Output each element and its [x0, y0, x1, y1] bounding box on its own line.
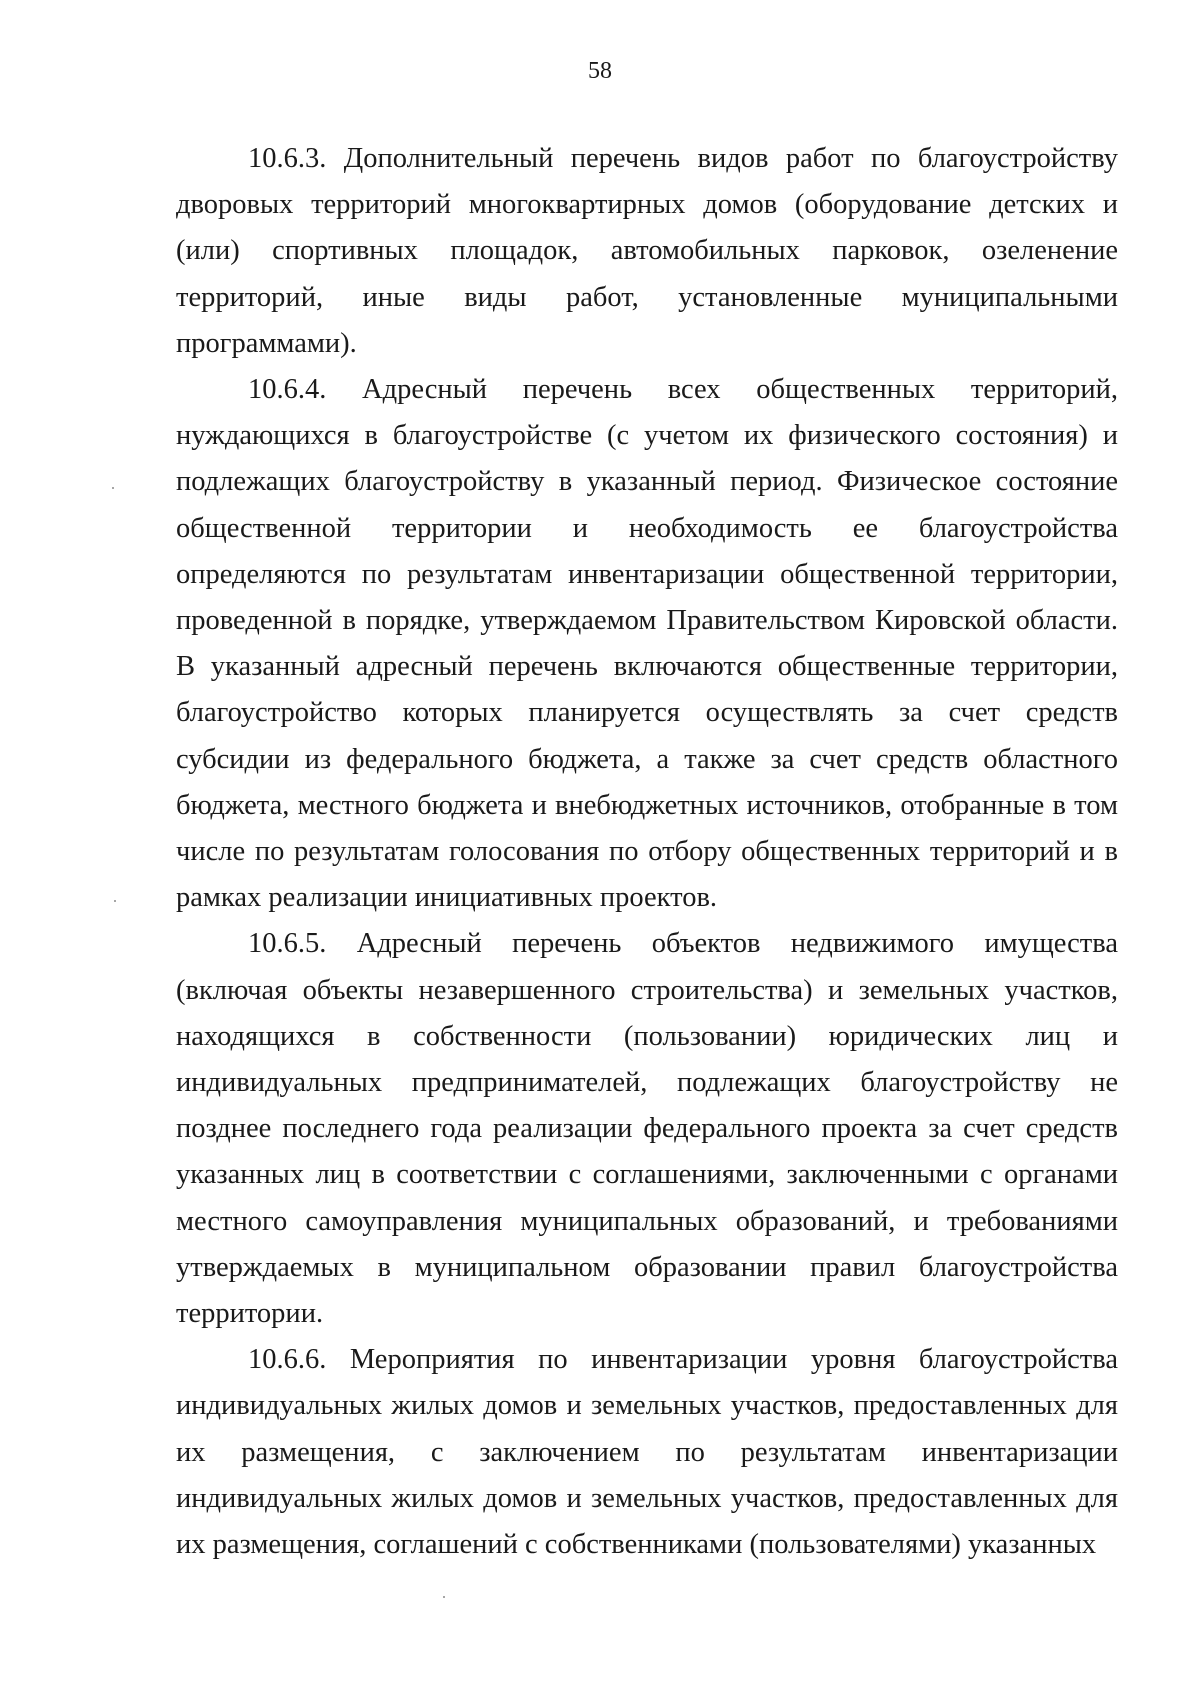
document-body	[176, 136, 1118, 1568]
paragraph-10-6-5: 10.6.5. Адресный перечень объектов недвижимого имущества (включая объекты незавершенного строительства) и земельных участков, находящихся в собственности (пользовании) юридических лиц и индивидуальных предпринимателей, подлежащих благоустройству не позднее последнего года реализации федерального проекта за счет средств указанных лиц в соответствии с соглашениями, заключенными с органами местного самоуправления муниципальных образований, и требованиями утверждаемых в муниципальном образовании правил благоустройства территории.	[176, 928, 1118, 1330]
paragraph-10-6-4: 10.6.4. Адресный перечень всех общественных территорий, нуждающихся в благоустройстве (с учетом их физического состояния) и подлежащих благоустройству в указанный период. Физическое состояние общественной территории и необходимость ее благоустройства определяются по результатам инвентаризации общественной территории, проведенной в порядке, утверждаемом Правительством Кировской области. В указанный адресный перечень включаются общественные территории, благоустройство которых планируется осуществлять за счет средств субсидии из федерального бюджета, а также за счет средств областного бюджета, местного бюджета и внебюджетных источников, отобранные в том числе по результатам голосования по отбору общественных территорий и в рамках реализации инициативных проектов.	[176, 374, 1118, 914]
scan-speck	[114, 900, 116, 902]
scan-speck	[443, 1596, 445, 1598]
paragraph-10-6-3: 10.6.3. Дополнительный перечень видов работ по благоустройству дворовых территорий многоквартирных домов (оборудование детских и (или) спортивных площадок, автомобильных парковок, озеленение территорий, иные виды работ, установленные муниципальными программами).	[176, 143, 1118, 359]
paragraph-10-6-6: 10.6.6. Мероприятия по инвентаризации уровня благоустройства индивидуальных жилых домов и земельных участков, предоставленных для их размещения, с заключением по результатам инвентаризации индивидуальных жилых домов и земельных участков, предоставленных для их размещения, соглашений с собственниками (пользователями) указанных	[176, 1344, 1118, 1561]
scan-speck	[112, 487, 114, 489]
page-number: 58	[588, 58, 612, 84]
